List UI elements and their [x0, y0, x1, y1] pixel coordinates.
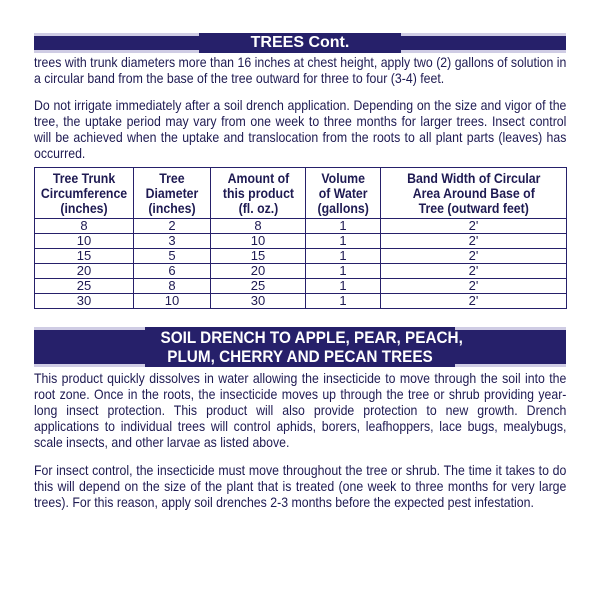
table-cell: 25 — [211, 279, 306, 294]
table-cell: 2 — [134, 219, 211, 234]
table-cell: 1 — [306, 219, 381, 234]
table-cell: 10 — [134, 294, 211, 309]
dosage-table — [34, 167, 567, 309]
banner-heading-line2: PLUM, CHERRY AND PECAN TREES — [167, 347, 433, 366]
table-cell: 2' — [381, 219, 567, 234]
table-row — [35, 279, 567, 294]
table-cell: 30 — [35, 294, 134, 309]
table-row — [35, 264, 567, 279]
table-cell: 10 — [35, 234, 134, 249]
table-row — [35, 294, 567, 309]
table-cell: 1 — [306, 294, 381, 309]
table-cell: 20 — [35, 264, 134, 279]
table-cell: 2' — [381, 249, 567, 264]
table-cell: 30 — [211, 294, 306, 309]
table-row — [35, 219, 567, 234]
table-row — [35, 234, 567, 249]
soil-drench-paragraph: This product quickly dissolves in water allowing the insecticide to move through the soil into the root zone. Once in the roots, the insecticide moves up through the tree or shrub providing year-long insect protection. This product will also provide protection to new growth. Drench applications to individual trees will control aphids, borers, leafhoppers, lace bugs, mealybugs, scale insects, and other larvae as listed above. — [34, 370, 567, 450]
table-cell: 2' — [381, 234, 567, 249]
banner-heading — [145, 327, 463, 367]
insect-control-paragraph: For insect control, the insecticide must move throughout the tree or shrub. The time it takes to do this will depend on the size of the plant that is treated (one week to three months for very large trees). For this reason, apply soil drenches 2-3 months before the expected pest infestation. — [34, 462, 567, 510]
table-cell: 6 — [134, 264, 211, 279]
table-cell: 25 — [35, 279, 134, 294]
table-cell: 5 — [134, 249, 211, 264]
table-cell: 2' — [381, 294, 567, 309]
table-cell: 1 — [306, 234, 381, 249]
table-cell: 1 — [306, 249, 381, 264]
table-cell: 1 — [306, 264, 381, 279]
intro-continued-paragraph: trees with trunk diameters more than 16 inches at chest height, apply two (2) gallons of solution in a circular band from the base of the tree outward for three to four (3-4) feet. — [34, 54, 567, 86]
header-diameter: Tree Diameter (inches) — [134, 168, 211, 219]
header-band-width: Band Width of Circular Area Around Base of Tree (outward feet) — [381, 168, 567, 219]
section-banner-soil-drench — [34, 327, 566, 367]
banner-heading-line1: SOIL DRENCH TO APPLE, PEAR, PEACH, — [160, 328, 463, 347]
table-cell: 2' — [381, 264, 567, 279]
table-cell: 8 — [35, 219, 134, 234]
banner-title: TREES Cont. — [199, 33, 401, 53]
table-cell: 1 — [306, 279, 381, 294]
table-cell: 8 — [211, 219, 306, 234]
header-circumference: Tree Trunk Circumference (inches) — [35, 168, 134, 219]
header-volume: Volume of Water (gallons) — [306, 168, 381, 219]
table-cell: 3 — [134, 234, 211, 249]
table-cell: 15 — [35, 249, 134, 264]
header-amount: Amount of this product (fl. oz.) — [211, 168, 306, 219]
table-cell: 10 — [211, 234, 306, 249]
section-banner-trees-cont — [34, 33, 566, 53]
table-header-row — [35, 168, 567, 219]
table-cell: 2' — [381, 279, 567, 294]
table-cell: 20 — [211, 264, 306, 279]
table-cell: 15 — [211, 249, 306, 264]
table-cell: 8 — [134, 279, 211, 294]
table-row — [35, 249, 567, 264]
irrigation-note-paragraph: Do not irrigate immediately after a soil drench application. Depending on the size and vigor of the tree, the uptake period may vary from one week to three months for larger trees. Insect control will be achieved when the uptake and translocation from the roots to all plant parts (leaves) has occurred. — [34, 97, 567, 161]
